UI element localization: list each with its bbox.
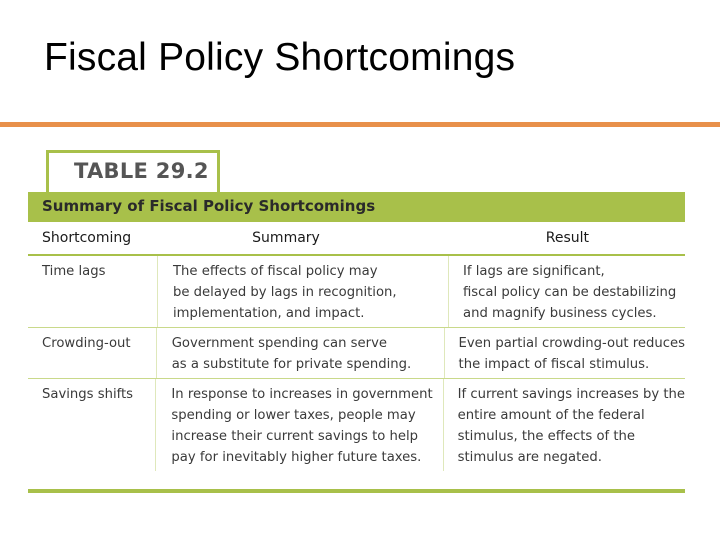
table-header-row <box>28 222 685 256</box>
table-row <box>28 379 685 471</box>
slide-title: Fiscal Policy Shortcomings <box>44 36 516 79</box>
header-shortcoming: Shortcoming <box>42 230 132 246</box>
result-line: stimulus are negated. <box>457 450 602 465</box>
table-row <box>28 256 685 328</box>
cell-shortcoming: Savings shifts <box>42 387 134 402</box>
summary-line: increase their current savings to help <box>171 429 419 444</box>
cell-summary <box>156 328 444 378</box>
cell-summary <box>157 256 448 327</box>
summary-line: The effects of fiscal policy may <box>173 264 378 279</box>
result-line: If lags are significant, <box>463 264 605 279</box>
cell-summary <box>155 379 442 471</box>
cell-shortcoming: Crowding-out <box>42 336 131 351</box>
summary-table <box>28 150 685 493</box>
result-line: If current savings increases by the <box>457 387 685 402</box>
table-bottom-rule <box>28 489 685 493</box>
cell-result <box>444 328 685 378</box>
summary-line: In response to increases in government <box>171 387 433 402</box>
result-line: and magnify business cycles. <box>463 306 657 321</box>
cell-shortcoming: Time lags <box>42 264 106 279</box>
summary-line: implementation, and impact. <box>173 306 365 321</box>
table-number-label: TABLE 29.2 <box>74 159 209 183</box>
table-number-tag <box>46 150 220 192</box>
header-summary: Summary <box>252 230 320 246</box>
result-line: entire amount of the federal <box>457 408 645 423</box>
cell-result <box>448 256 685 327</box>
table-caption-bar <box>28 192 685 222</box>
summary-line: spending or lower taxes, people may <box>171 408 416 423</box>
cell-result <box>443 379 685 471</box>
summary-line: pay for inevitably higher future taxes. <box>171 450 422 465</box>
summary-line: as a substitute for private spending. <box>171 357 412 372</box>
table-caption: Summary of Fiscal Policy Shortcomings <box>42 197 376 215</box>
result-line: fiscal policy can be destabilizing <box>463 285 677 300</box>
result-line: stimulus, the effects of the <box>457 429 636 444</box>
title-divider <box>0 122 720 127</box>
result-line: Even partial crowding-out reduces <box>458 336 685 351</box>
header-result: Result <box>545 230 589 246</box>
summary-line: be delayed by lags in recognition, <box>173 285 397 300</box>
table-row <box>28 328 685 379</box>
summary-line: Government spending can serve <box>171 336 387 351</box>
result-line: the impact of fiscal stimulus. <box>458 357 650 372</box>
